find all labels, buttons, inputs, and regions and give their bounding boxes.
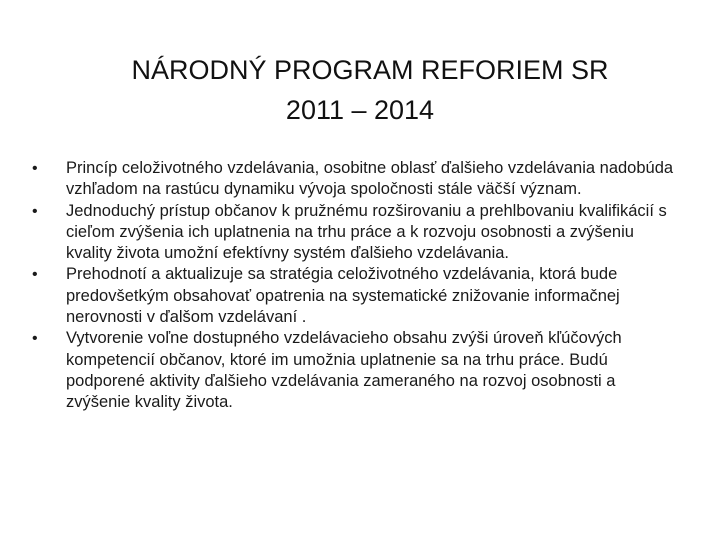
title-line-1: NÁRODNÝ PROGRAM REFORIEM SR [131,55,609,85]
bullet-point-icon: • [32,330,38,348]
slide-title [60,50,660,130]
bullet-point-icon: • [32,202,38,220]
bullet-item [30,328,680,413]
bullet-item [30,264,680,328]
bullet-point-icon: • [32,266,38,284]
bullet-item [30,158,680,201]
bullet-text: Prehodnotí a aktualizuje sa stratégia celoživotného vzdelávania, ktorá bude predovšetkým obsahovať opatrenia na systematické znižovanie informačnej nerovnosti v ďalšom vzdelávaní . [66,265,620,327]
bullet-list [30,158,680,414]
bullet-item [30,201,680,265]
bullet-point-icon: • [32,160,38,177]
bullet-text: Vytvorenie voľne dostupného vzdelávacieho obsahu zvýši úroveň kľúčových kompetencií občanov, ktoré im umožnia uplatnenie sa na trhu práce. Budú podporené aktivity ďalšieho vzdelávania zameraného na rozvoj osobnosti a zvýšenie kvality života. [66,329,622,412]
title-line-2: 2011 – 2014 [285,95,435,125]
bullet-text: Princíp celoživotného vzdelávania, osobitne oblasť ďalšieho vzdelávania nadobúda vzhľadom na rastúcu dynamiku vývoja spoločnosti stále väčší význam. [66,159,674,199]
bullet-text: Jednoduchý prístup občanov k pružnému rozširovaniu a prehlbovaniu kvalifikácií s cieľom zvýšenia ich uplatnenia na trhu práce a k rozvoju osobnosti a zvýšeniu kvality života umožní efektívny systém ďalšieho vzdelávania. [66,201,667,263]
